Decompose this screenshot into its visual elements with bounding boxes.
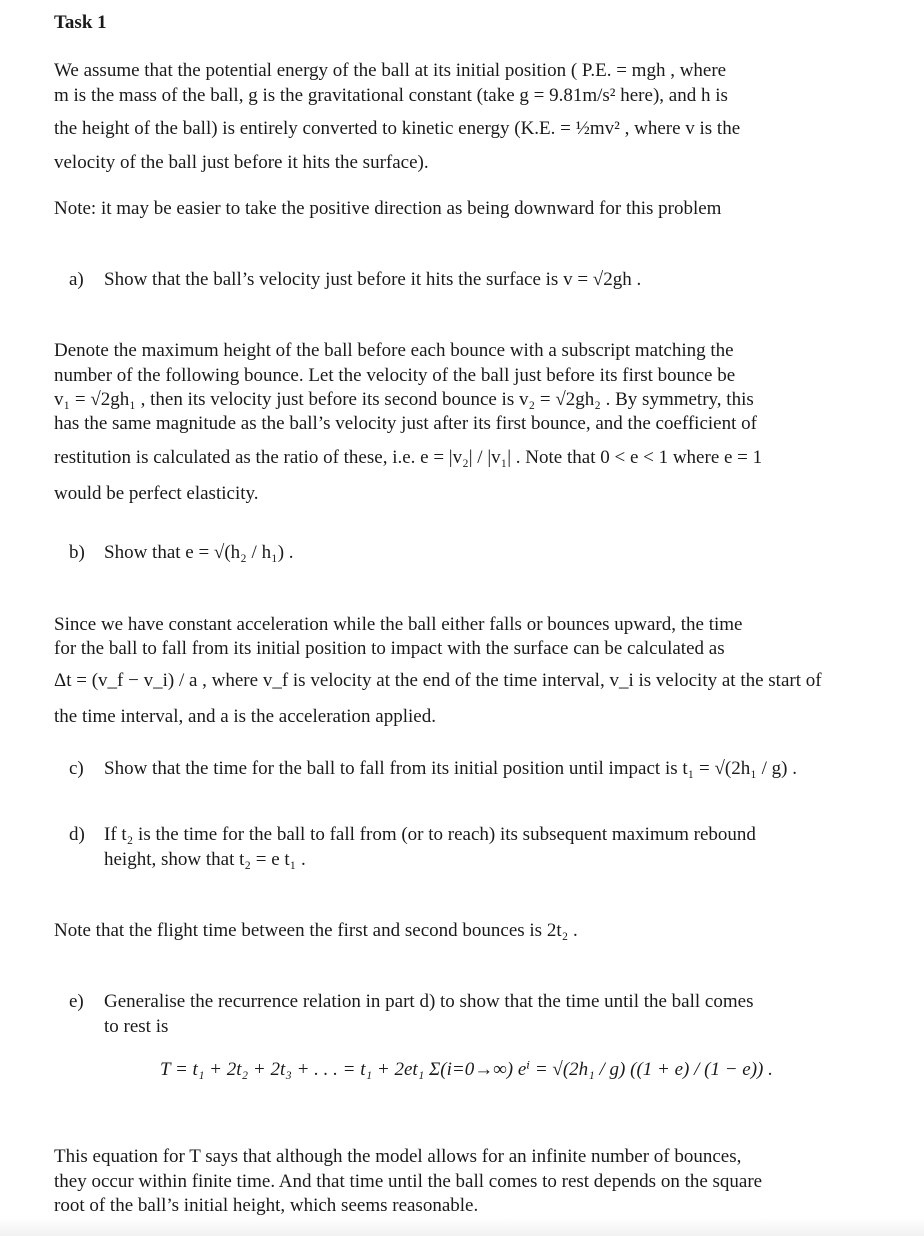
total-time-formula: T = t₁ + 2t₂ + 2t₃ + . . . = t₁ + 2et₁ Σ(i=0→∞) eⁱ = √(2h₁ / g) ((1 + e) / (1 − e)) . [160, 1059, 773, 1080]
part-d-line-2: height, show that t₂ = e t₁ . [104, 849, 306, 870]
accel-line-2: for the ball to fall from its initial position to impact with the surface can be calculated as [54, 638, 725, 659]
intro-line-3: the height of the ball) is entirely converted to kinetic energy (K.E. = ½mv² , where v is the [54, 118, 741, 139]
conclusion-line-2: they occur within finite time. And that time until the ball comes to rest depends on the square [54, 1171, 763, 1192]
note-flight-time: Note that the flight time between the first and second bounces is 2t₂ . [54, 920, 578, 941]
part-e-line-2: to rest is [104, 1016, 169, 1037]
part-b [69, 540, 874, 565]
part-e-line-1: Generalise the recurrence relation in part d) to show that the time until the ball comes [104, 991, 754, 1012]
task-title: Task 1 [54, 12, 107, 33]
bounce-line-5: restitution is calculated as the ratio of these, i.e. e = |v₂| / |v₁| . Note that 0 < e < 1 where e = 1 [54, 447, 763, 468]
intro-line-4: velocity of the ball just before it hits the surface). [54, 152, 429, 173]
page-bottom-edge [0, 1218, 924, 1236]
part-b-label: b) [69, 542, 85, 563]
part-a-text: Show that the ball’s velocity just before it hits the surface is v = √2gh . [104, 269, 642, 290]
conclusion-line-1: This equation for T says that although the model allows for an infinite number of bounces, [54, 1146, 742, 1167]
accel-line-1: Since we have constant acceleration while the ball either falls or bounces upward, the time [54, 614, 743, 635]
part-a [69, 267, 874, 292]
bounce-line-3: v₁ = √2gh₁ , then its velocity just before its second bounce is v₂ = √2gh₂ . By symmetry, this [54, 389, 754, 410]
intro-paragraph [54, 58, 874, 175]
accel-line-3: Δt = (v_f − v_i) / a , where v_f is velocity at the end of the time interval, v_i is velocity at the start of [54, 670, 822, 691]
part-e-label: e) [69, 991, 84, 1012]
part-c-text: Show that the time for the ball to fall from its initial position until impact is t₁ = √(2h₁ / g) . [104, 758, 797, 779]
part-c [69, 756, 874, 781]
bounce-line-2: number of the following bounce. Let the velocity of the ball just before its first bounce be [54, 365, 736, 386]
accel-line-4: the time interval, and a is the acceleration applied. [54, 706, 436, 727]
conclusion-paragraph [54, 1144, 874, 1218]
bounce-line-1: Denote the maximum height of the ball before each bounce with a subscript matching the [54, 340, 734, 361]
part-b-text: Show that e = √(h₂ / h₁) . [104, 542, 294, 563]
part-d [69, 822, 874, 872]
part-e [69, 989, 874, 1039]
part-c-label: c) [69, 758, 84, 779]
part-d-line-1: If t₂ is the time for the ball to fall from (or to reach) its subsequent maximum rebound [104, 824, 756, 845]
part-d-label: d) [69, 824, 85, 845]
bounce-line-4: has the same magnitude as the ball’s velocity just after its first bounce, and the coefficient of [54, 413, 757, 434]
part-a-label: a) [69, 269, 84, 290]
note-positive-direction: Note: it may be easier to take the positive direction as being downward for this problem [54, 198, 722, 219]
part-e-body [104, 989, 874, 1039]
conclusion-line-3: root of the ball’s initial height, which seems reasonable. [54, 1195, 479, 1216]
bounce-line-6: would be perfect elasticity. [54, 483, 259, 504]
part-d-body [104, 822, 874, 872]
bounce-paragraph [54, 338, 874, 506]
intro-line-1: We assume that the potential energy of the ball at its initial position ( P.E. = mgh , where [54, 60, 727, 81]
intro-line-2: m is the mass of the ball, g is the gravitational constant (take g = 9.81m/s² here), and h is [54, 85, 728, 106]
acceleration-paragraph [54, 612, 874, 729]
